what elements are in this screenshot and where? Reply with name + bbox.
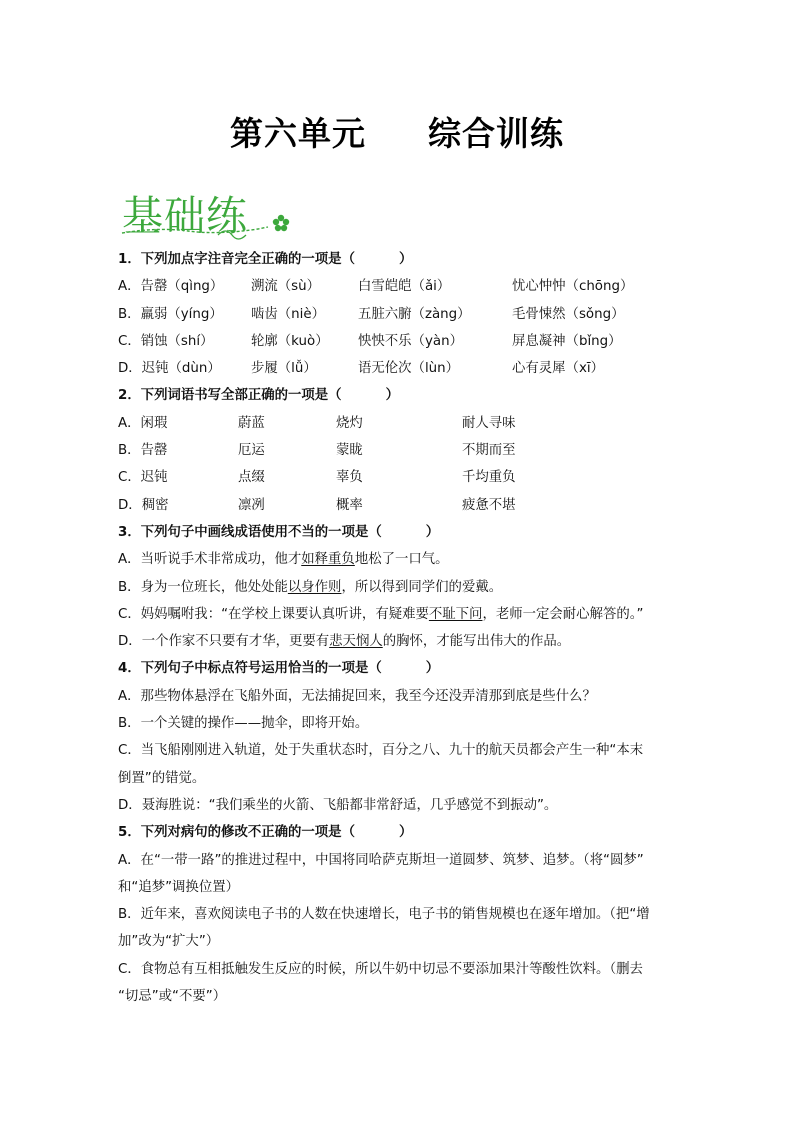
question-4-option-d: D．聂海胜说：“我们乘坐的火箭、飞船都非常舒适，几乎感觉不到振动”。 [118, 797, 558, 813]
question-5-option-c-cont: “切忌”或“不要”） [118, 989, 227, 1005]
question-2-option-d: D．稠密 凛冽 概率 疲惫不堪 [118, 497, 516, 513]
question-1-stem: 1．下列加点字注音完全正确的一项是（ ） [118, 252, 413, 267]
question-1-option-c: C．销蚀（shí） 轮廓（kuò） 怏怏不乐（yàn） 屏息凝神（bǐng） [118, 333, 622, 349]
question-2-option-c: C．迟钝 点缀 辜负 千均重负 [118, 470, 516, 486]
question-4-option-c: C．当飞船刚刚进入轨道，处于失重状态时，百分之八、九十的航天员都会产生一种“本末 [118, 743, 644, 759]
question-3-option-d: D．一个作家不只要有才华，更要有悲天悯人的胸怀，才能写出伟大的作品。 [118, 634, 571, 650]
page-title [0, 108, 794, 155]
question-5-option-b: B．近年来，喜欢阅读电子书的人数在快速增长，电子书的销售规模也在逐年增加。（把“增 [118, 907, 650, 923]
title-topic: 综合训练 [428, 114, 564, 153]
question-3-stem: 3．下列句子中画线成语使用不当的一项是（ ） [118, 524, 440, 540]
underlined-idiom: 不耻下问 [428, 606, 483, 622]
underlined-idiom: 以身作则 [287, 579, 342, 595]
question-5-option-a-cont: 和“追梦”调换位置） [118, 879, 239, 895]
question-5-option-b-cont: 加”改为“扩大”） [118, 934, 220, 950]
title-unit: 第六单元 [230, 114, 366, 153]
question-2-option-b: B．告罄 厄运 蒙眬 不期而至 [118, 443, 516, 459]
question-list [118, 246, 678, 1010]
question-4-option-b: B．一个关键的操作——抛伞，即将开始。 [118, 716, 369, 732]
question-5-option-a: A．在“一带一路”的推进过程中，中国将同哈萨克斯坦一道圆梦、筑梦、追梦。（将“圆梦” [118, 852, 644, 868]
question-5-option-c: C．食物总有互相抵触发生反应的时候，所以牛奶中切忌不要添加果汁等酸性饮料。（删去 [118, 961, 643, 977]
question-3-option-a: A．当听说手术非常成功，他才如释重负地松了一口气。 [118, 552, 449, 568]
question-2-option-a: A．闲瑕 蔚蓝 烧灼 耐人寻味 [118, 415, 516, 431]
question-4-option-c-cont: 倒置”的错觉。 [118, 770, 206, 786]
question-2-stem: 2．下列词语书写全部正确的一项是（ ） [118, 388, 399, 404]
question-4-option-a: A．那些物体悬浮在飞船外面，无法捕捉回来，我至今还没弄清那到底是些什么？ [118, 688, 596, 704]
question-1-option-a: A．告罄（qìng） 溯流（sù） 白雪皑皑（ǎi） 忧心忡忡（chōng） [118, 279, 634, 295]
question-3-option-c: C．妈妈嘱咐我：“在学校上课要认真听讲，有疑难要不耻下问，老师一定会耐心解答的。” [118, 606, 644, 622]
question-1-option-d: D．迟钝（dùn） 步履（lǚ） 语无伦次（lùn） 心有灵犀（xī） [118, 361, 604, 377]
vine-decoration-icon [118, 183, 308, 241]
section-heading-text: 基础练 [122, 192, 248, 240]
question-5-stem: 5．下列对病句的修改不正确的一项是（ ） [118, 825, 413, 841]
question-3-option-b: B．身为一位班长，他处处能以身作则，所以得到同学们的爱戴。 [118, 579, 503, 595]
underlined-idiom: 悲天悯人 [329, 634, 383, 650]
section-heading [118, 183, 308, 241]
underlined-idiom: 如释重负 [301, 552, 355, 568]
question-1-option-b: B．羸弱（yíng） 啮齿（niè） 五脏六腑（zàng） 毛骨悚然（sǒng） [118, 306, 625, 322]
question-4-stem: 4．下列句子中标点符号运用恰当的一项是（ ） [118, 661, 440, 677]
